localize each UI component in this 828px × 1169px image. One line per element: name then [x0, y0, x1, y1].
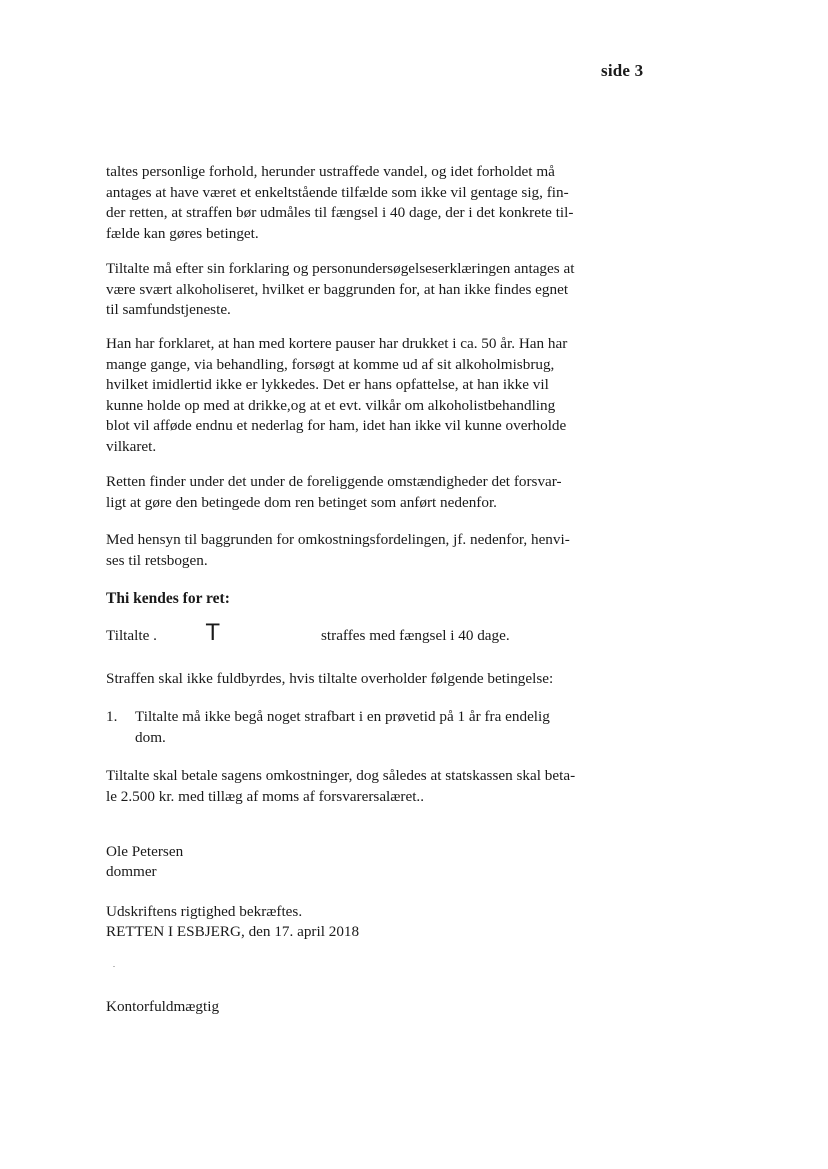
sentence-text: straffes med fængsel i 40 dage.	[321, 627, 510, 644]
text-line: der retten, at straffen bør udmåles til fængsel i 40 dage, der i det konkrete til-	[106, 204, 574, 221]
text-line: til samfundstjeneste.	[106, 301, 231, 318]
text-line: Retten finder under det under de foreliggende omstændigheder det forsvar-	[106, 473, 562, 490]
paragraph-court-finding	[106, 472, 606, 513]
judge-name: Ole Petersen	[106, 843, 184, 860]
text-line: Tiltalte må ikke begå noget strafbart i en prøvetid på 1 år fra endelig	[135, 708, 550, 725]
judge-title: dommer	[106, 863, 157, 880]
text-line: vilkaret.	[106, 437, 157, 455]
certification	[106, 902, 359, 942]
condition-text	[135, 707, 595, 748]
text-line: le 2.500 kr. med tillæg af moms af forsvarersalæret..	[106, 787, 425, 805]
defendant-label: Tiltalte .	[106, 627, 157, 644]
text-line: Tiltalte må efter sin forklaring og personundersøgelseserklæringen antages at	[106, 260, 575, 277]
suspension-text	[106, 669, 606, 690]
text-line: kunne holde op med at drikke,og at et evt. vilkår om alkoholistbehandling	[106, 396, 556, 414]
text-line: ses til retsbogen.	[106, 551, 208, 569]
scan-speck	[113, 966, 115, 967]
text-line: hvilket imidlertid ikke er lykkedes. Det er hans opfattelse, at han ikke vil	[106, 376, 549, 393]
text-line: fælde kan gøres betinget.	[106, 224, 259, 242]
judge-signature	[106, 842, 183, 882]
condition-number: 1.	[106, 708, 118, 725]
text-line: taltes personlige forhold, herunder ustraffede vandel, og idet forholdet må	[106, 163, 555, 180]
text-line: Tiltalte skal betale sagens omkostninger, dog således at statskassen skal beta-	[106, 767, 576, 784]
text-line: Straffen skal ikke fuldbyrdes, hvis tiltalte overholder følgende betingelse:	[106, 670, 554, 687]
text-line: dom.	[135, 728, 166, 746]
text-line: være svært alkoholiseret, hvilket er baggrunden for, at han ikke findes egnet	[106, 280, 569, 298]
paragraph-costs-reference	[106, 530, 606, 571]
text-line: Med hensyn til baggrunden for omkostningsfordelingen, jf. nedenfor, henvi-	[106, 531, 570, 548]
text-line: antages at have været et enkeltstående tilfælde som ikke vil gentage sig, fin-	[106, 183, 569, 201]
paragraph-sentence-reasoning	[106, 162, 606, 244]
costs-paragraph	[106, 766, 606, 807]
court-and-date: RETTEN I ESBJERG, den 17. april 2018	[106, 923, 360, 940]
certification-text: Udskriftens rigtighed bekræftes.	[106, 903, 303, 920]
paragraph-explanation	[106, 334, 606, 457]
clerk-title: Kontorfuldmægtig	[106, 998, 220, 1015]
defendant-redacted-mark: T	[206, 621, 220, 646]
text-line: blot vil afføde endnu et nederlag for ham, idet han ikke vil kunne overholde	[106, 417, 567, 434]
text-line: ligt at gøre den betingede dom ren betinget som anført nedenfor.	[106, 493, 497, 511]
page-number: side 3	[601, 61, 644, 80]
verdict-sentence	[106, 621, 606, 651]
verdict-heading: Thi kendes for ret:	[106, 590, 230, 607]
paragraph-alcohol	[106, 259, 606, 321]
text-line: Han har forklaret, at han med kortere pauser har drukket i ca. 50 år. Han har	[106, 335, 568, 352]
text-line: mange gange, via behandling, forsøgt at komme ud af sit alkoholmisbrug,	[106, 355, 555, 373]
